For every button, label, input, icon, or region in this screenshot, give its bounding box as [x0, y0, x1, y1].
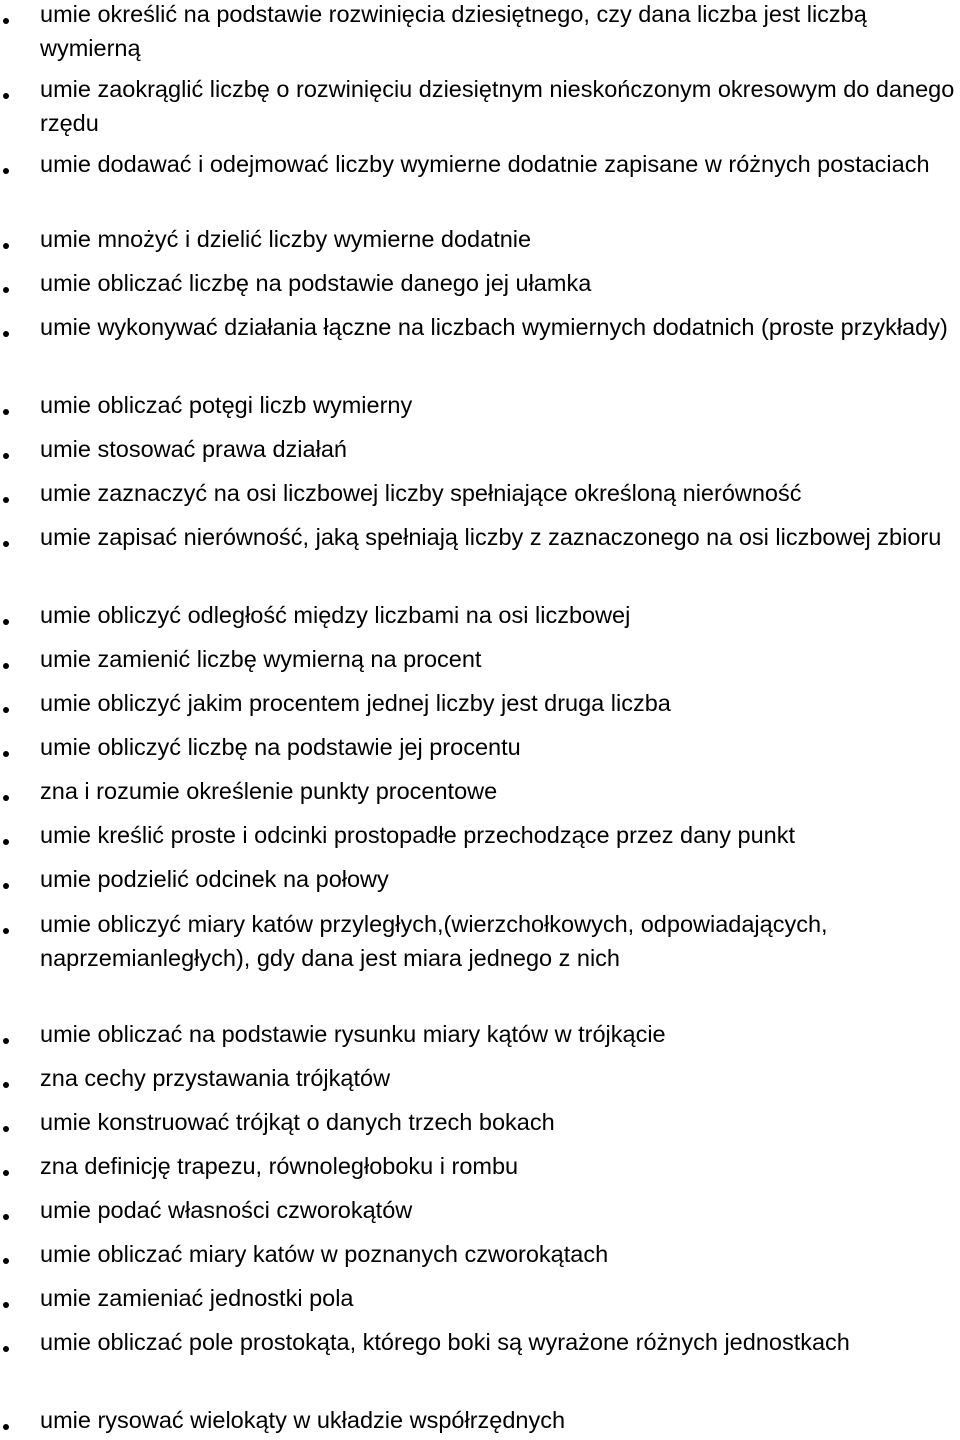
- bullet-icon: [3, 751, 9, 757]
- bullet-icon: [3, 1126, 9, 1132]
- bullet-icon: [3, 93, 9, 99]
- bullet-icon: [3, 619, 9, 625]
- list-item-text: umie mnożyć i dzielić liczby wymierne dodatnie: [40, 226, 532, 252]
- list-item-text: umie wykonywać działania łączne na liczbach wymiernych dodatnich (proste przykłady): [40, 314, 948, 340]
- list-item-text: umie obliczyć jakim procentem jednej liczby jest druga liczba: [40, 690, 671, 716]
- bullet-icon: [3, 18, 9, 24]
- list-item-text: umie kreślić proste i odcinki prostopadłe przechodzące przez dany punkt: [40, 822, 796, 848]
- list-item-text: umie określić na podstawie rozwinięcia dziesiętnego, czy dana liczba jest liczbą wymierną: [40, 1, 867, 61]
- bullet-icon: [3, 1302, 9, 1308]
- bullet-icon: [3, 707, 9, 713]
- bullet-icon: [3, 1082, 9, 1088]
- list-item-text: umie zapisać nierówność, jaką spełniają liczby z zaznaczonego na osi liczbowej zbioru: [40, 524, 942, 550]
- list-item-text: umie obliczyć miary katów przyległych,(wierzchołkowych, odpowiadających, naprzemianległych), gdy dana jest miara jednego z nich: [40, 911, 828, 971]
- bullet-icon: [3, 1038, 9, 1044]
- bullet-icon: [3, 497, 9, 503]
- bullet-icon: [3, 928, 9, 934]
- bullet-icon: [3, 1170, 9, 1176]
- list-item-text: umie obliczać miary katów w poznanych czworokątach: [40, 1241, 609, 1267]
- list-item-text: umie zaznaczyć na osi liczbowej liczby spełniające określoną nierówność: [40, 480, 802, 506]
- bullet-icon: [3, 1214, 9, 1220]
- list-item-text: umie zaokrąglić liczbę o rozwinięciu dziesiętnym nieskończonym okresowym do danego rzędu: [40, 76, 955, 136]
- list-item-text: umie obliczać pole prostokąta, którego boki są wyrażone różnych jednostkach: [40, 1329, 850, 1355]
- bullet-icon: [3, 1258, 9, 1264]
- bullet-icon: [3, 663, 9, 669]
- bullet-icon: [3, 243, 9, 249]
- bullet-icon: [3, 168, 9, 174]
- bullet-icon: [3, 795, 9, 801]
- list-item-text: umie dodawać i odejmować liczby wymierne dodatnie zapisane w różnych postaciach: [40, 151, 930, 177]
- list-item-text: umie podać własności czworokątów: [40, 1197, 413, 1223]
- bullet-icon: [3, 1424, 9, 1430]
- bullet-icon: [3, 409, 9, 415]
- bullet-icon: [3, 883, 9, 889]
- list-item-text: umie konstruować trójkąt o danych trzech bokach: [40, 1109, 555, 1135]
- list-item-text: zna definicję trapezu, równoległoboku i rombu: [40, 1153, 519, 1179]
- list-item-text: umie obliczać liczbę na podstawie danego jej ułamka: [40, 270, 592, 296]
- bullet-icon: [3, 1346, 9, 1352]
- list-item-text: zna cechy przystawania trójkątów: [40, 1065, 391, 1091]
- list-item-text: umie obliczać potęgi liczb wymierny: [40, 392, 413, 418]
- list-item-text: umie obliczyć liczbę na podstawie jej procentu: [40, 734, 521, 760]
- list-item-text: umie rysować wielokąty w układzie współrzędnych: [40, 1407, 566, 1433]
- bullet-icon: [3, 331, 9, 337]
- list-item-text: zna i rozumie określenie punkty procentowe: [40, 778, 498, 804]
- bullet-icon: [3, 287, 9, 293]
- list-item-text: umie podzielić odcinek na połowy: [40, 866, 389, 892]
- list-item-text: umie zamieniać jednostki pola: [40, 1285, 354, 1311]
- bullet-icon: [3, 541, 9, 547]
- bullet-icon: [3, 839, 9, 845]
- list-item-text: umie obliczyć odległość między liczbami na osi liczbowej: [40, 602, 631, 628]
- list-item-text: umie stosować prawa działań: [40, 436, 347, 462]
- bullet-icon: [3, 453, 9, 459]
- list-item-text: umie zamienić liczbę wymierną na procent: [40, 646, 482, 672]
- list-item-text: umie obliczać na podstawie rysunku miary kątów w trójkącie: [40, 1021, 666, 1047]
